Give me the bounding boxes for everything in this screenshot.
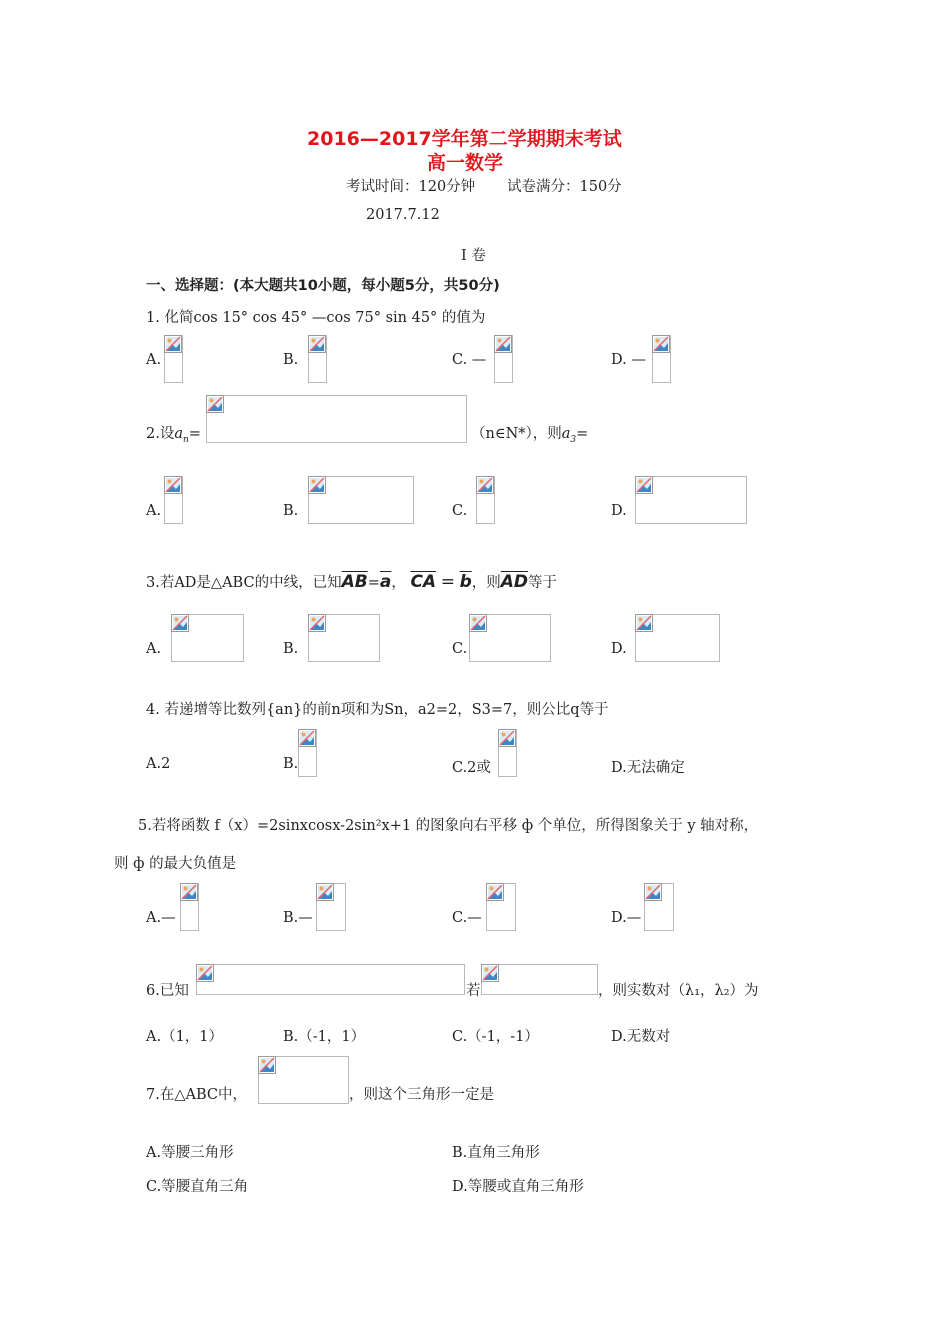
q6-stem-prefix: 6.已知 xyxy=(146,983,189,999)
q2-stem: 2.设$a_n=$ xyxy=(146,426,201,445)
q2-c-image xyxy=(476,476,495,524)
q2-option-d: D. xyxy=(611,503,627,519)
exam-subject: 高一数学 xyxy=(427,152,504,174)
q3-option-b: B. xyxy=(283,641,299,657)
q5-option-b: B.— xyxy=(283,910,313,926)
image-placeholder-icon xyxy=(481,964,499,982)
q4-option-a: A.2 xyxy=(146,756,171,772)
image-placeholder-icon xyxy=(469,614,487,632)
q3-stem: 3.若AD是△ABC的中线，已知$\overline{AB}=\overline{a}$， $\overline{CA} = \overline{b}$，则$\overline{AD}$等于 xyxy=(146,572,558,592)
image-placeholder-icon xyxy=(164,335,182,353)
q3-option-d: D. xyxy=(611,641,627,657)
image-placeholder-icon xyxy=(196,964,214,982)
q5-b-image xyxy=(316,883,346,931)
image-placeholder-icon xyxy=(494,335,512,353)
image-placeholder-icon xyxy=(486,883,504,901)
q5-stem-line2: 则 ф 的最大负值是 xyxy=(114,856,237,872)
image-placeholder-icon xyxy=(476,476,494,494)
q5-option-d: D.— xyxy=(611,910,642,926)
q1-option-d: D. — xyxy=(611,352,646,368)
image-placeholder-icon xyxy=(298,729,316,747)
q5-a-image xyxy=(180,883,199,931)
q2-a-image xyxy=(164,476,183,524)
q6-option-d: D.无数对 xyxy=(611,1029,671,1045)
q6-condition-image xyxy=(481,964,598,995)
exam-title: 2016—2017学年第二学期期末考试 xyxy=(307,128,622,150)
image-placeholder-icon xyxy=(644,883,662,901)
q1-option-b: B. xyxy=(283,352,299,368)
q4-stem: 4. 若递增等比数列{an}的前n项和为Sn，a2=2，S3=7，则公比q等于 xyxy=(146,702,609,718)
q7-formula-image xyxy=(258,1056,349,1104)
q6-option-c: C.（-1，-1） xyxy=(452,1029,539,1045)
q3-d-image xyxy=(635,614,720,662)
q1-a-image xyxy=(164,335,183,383)
q2-stem-tail: （n∈N*），则$a_3=$ xyxy=(471,426,589,445)
q1-option-a: A. xyxy=(146,352,162,368)
q3-b-image xyxy=(308,614,380,662)
q3-c-image xyxy=(469,614,551,662)
image-placeholder-icon xyxy=(258,1056,276,1074)
q1-d-image xyxy=(652,335,671,383)
q3-option-c: C. xyxy=(452,641,468,657)
q7-option-a: A.等腰三角形 xyxy=(146,1145,234,1161)
q1-stem: 1. 化简cos 15° cos 45° —cos 75° sin 45° 的值为 xyxy=(146,310,486,326)
image-placeholder-icon xyxy=(316,883,334,901)
full-score: 试卷满分：150分 xyxy=(507,179,622,195)
q4-c-image xyxy=(498,729,517,777)
q7-stem-tail: ，则这个三角形一定是 xyxy=(349,1087,494,1103)
q5-c-image xyxy=(486,883,516,931)
image-placeholder-icon xyxy=(308,476,326,494)
exam-time: 考试时间：120分钟 xyxy=(346,179,476,195)
image-placeholder-icon xyxy=(308,614,326,632)
q6-given-image xyxy=(196,964,465,995)
q7-option-b: B.直角三角形 xyxy=(452,1145,540,1161)
q2-option-b: B. xyxy=(283,503,299,519)
exam-date: 2017.7.12 xyxy=(366,207,440,223)
q7-stem-prefix: 7.在△ABC中， xyxy=(146,1087,247,1103)
image-placeholder-icon xyxy=(206,395,224,413)
image-placeholder-icon xyxy=(171,614,189,632)
q1-b-image xyxy=(308,335,327,383)
q2-d-image xyxy=(635,476,747,524)
q2-option-c: C. xyxy=(452,503,468,519)
q6-stem-tail: ，则实数对（λ₁，λ₂）为 xyxy=(598,983,759,999)
q1-c-image xyxy=(494,335,513,383)
q7-option-c: C.等腰直角三角 xyxy=(146,1179,249,1195)
q2-formula-image xyxy=(206,395,467,443)
q3-a-image xyxy=(171,614,244,662)
q6-option-b: B.（-1，1） xyxy=(283,1029,366,1045)
q6-stem-mid: 若 xyxy=(466,983,481,999)
q5-stem-line1: 5.若将函数 f（x）=2sinxcosx-2sin²x+1 的图象向右平移 ф 个单位，所得图象关于 y 轴对称， xyxy=(138,818,759,834)
q5-d-image xyxy=(644,883,674,931)
q5-option-c: C.— xyxy=(452,910,482,926)
q7-option-d: D.等腰或直角三角形 xyxy=(452,1179,584,1195)
q1-option-c: C. — xyxy=(452,352,487,368)
q5-option-a: A.— xyxy=(146,910,176,926)
q4-option-c: C.2或 xyxy=(452,760,491,776)
image-placeholder-icon xyxy=(498,729,516,747)
image-placeholder-icon xyxy=(180,883,198,901)
q6-option-a: A.（1，1） xyxy=(146,1029,224,1045)
q4-option-b: B. xyxy=(283,756,299,772)
q2-b-image xyxy=(308,476,414,524)
q3-option-a: A. xyxy=(146,641,162,657)
image-placeholder-icon xyxy=(635,614,653,632)
q2-option-a: A. xyxy=(146,503,162,519)
image-placeholder-icon xyxy=(635,476,653,494)
volume-label: I 卷 xyxy=(461,248,486,264)
image-placeholder-icon xyxy=(308,335,326,353)
q4-option-d: D.无法确定 xyxy=(611,760,685,776)
image-placeholder-icon xyxy=(652,335,670,353)
q4-b-image xyxy=(298,729,317,777)
section-heading: 一、选择题：(本大题共10小题，每小题5分，共50分) xyxy=(146,278,500,294)
image-placeholder-icon xyxy=(164,476,182,494)
